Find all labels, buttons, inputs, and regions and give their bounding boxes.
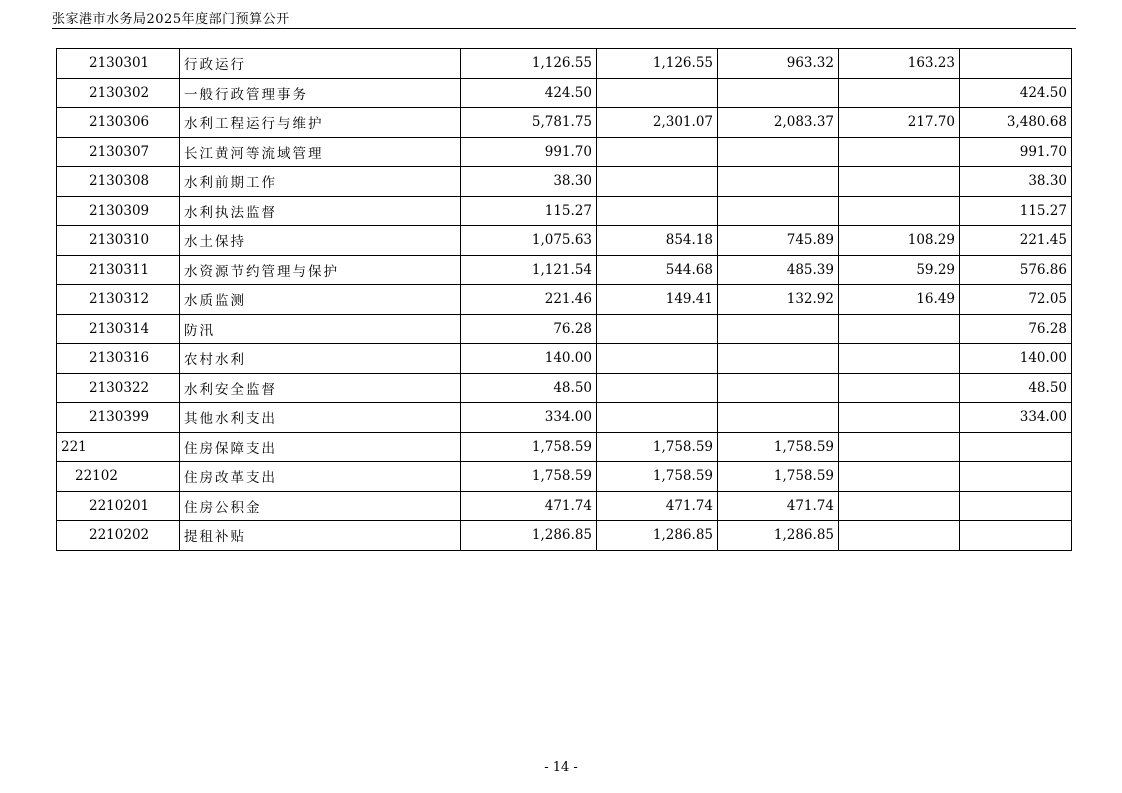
table-row	[57, 49, 1072, 79]
cell-total: 1,121.54	[461, 255, 597, 285]
cell-function-code: 2130311	[57, 255, 180, 285]
cell-project-expenditure: 424.50	[960, 78, 1072, 108]
cell-public-expenditure	[839, 373, 960, 403]
table-row	[57, 255, 1072, 285]
cell-function-code: 2130314	[57, 314, 180, 344]
cell-function-name: 水质监测	[180, 285, 461, 315]
cell-project-expenditure: 221.45	[960, 226, 1072, 256]
table-row	[57, 432, 1072, 462]
cell-basic-expenditure	[597, 373, 718, 403]
cell-function-name: 水利执法监督	[180, 196, 461, 226]
table-row	[57, 373, 1072, 403]
cell-function-code: 2130322	[57, 373, 180, 403]
table-row	[57, 137, 1072, 167]
cell-basic-expenditure: 1,758.59	[597, 462, 718, 492]
cell-personnel-expenditure: 132.92	[718, 285, 839, 315]
cell-personnel-expenditure	[718, 373, 839, 403]
cell-function-name: 水资源节约管理与保护	[180, 255, 461, 285]
cell-total: 424.50	[461, 78, 597, 108]
cell-personnel-expenditure: 485.39	[718, 255, 839, 285]
cell-basic-expenditure: 149.41	[597, 285, 718, 315]
cell-basic-expenditure: 1,286.85	[597, 521, 718, 551]
cell-basic-expenditure	[597, 403, 718, 433]
cell-function-code: 2130312	[57, 285, 180, 315]
cell-personnel-expenditure: 1,286.85	[718, 521, 839, 551]
cell-function-name: 住房改革支出	[180, 462, 461, 492]
cell-public-expenditure	[839, 462, 960, 492]
cell-project-expenditure	[960, 491, 1072, 521]
cell-function-code: 2130310	[57, 226, 180, 256]
cell-basic-expenditure	[597, 78, 718, 108]
cell-function-code: 2130399	[57, 403, 180, 433]
cell-function-name: 水土保持	[180, 226, 461, 256]
cell-personnel-expenditure: 471.74	[718, 491, 839, 521]
cell-function-name: 行政运行	[180, 49, 461, 79]
cell-personnel-expenditure: 1,758.59	[718, 462, 839, 492]
cell-public-expenditure	[839, 167, 960, 197]
cell-project-expenditure: 48.50	[960, 373, 1072, 403]
cell-total: 334.00	[461, 403, 597, 433]
cell-public-expenditure	[839, 521, 960, 551]
cell-basic-expenditure: 854.18	[597, 226, 718, 256]
cell-total: 471.74	[461, 491, 597, 521]
table-row	[57, 167, 1072, 197]
cell-function-code: 2130302	[57, 78, 180, 108]
cell-function-code: 2130309	[57, 196, 180, 226]
cell-personnel-expenditure	[718, 403, 839, 433]
cell-project-expenditure: 3,480.68	[960, 108, 1072, 138]
cell-project-expenditure	[960, 462, 1072, 492]
cell-personnel-expenditure: 963.32	[718, 49, 839, 79]
cell-project-expenditure: 334.00	[960, 403, 1072, 433]
table-row	[57, 344, 1072, 374]
cell-total: 1,286.85	[461, 521, 597, 551]
cell-function-name: 住房保障支出	[180, 432, 461, 462]
cell-basic-expenditure	[597, 196, 718, 226]
cell-basic-expenditure	[597, 314, 718, 344]
cell-public-expenditure: 16.49	[839, 285, 960, 315]
cell-total: 1,758.59	[461, 432, 597, 462]
table-row	[57, 403, 1072, 433]
table-row	[57, 196, 1072, 226]
cell-function-code: 2130308	[57, 167, 180, 197]
cell-function-code: 221	[57, 432, 180, 462]
cell-public-expenditure: 217.70	[839, 108, 960, 138]
cell-function-name: 防汛	[180, 314, 461, 344]
cell-total: 140.00	[461, 344, 597, 374]
cell-function-name: 水利安全监督	[180, 373, 461, 403]
cell-project-expenditure: 991.70	[960, 137, 1072, 167]
cell-public-expenditure	[839, 196, 960, 226]
cell-project-expenditure: 76.28	[960, 314, 1072, 344]
table-row	[57, 108, 1072, 138]
cell-personnel-expenditure	[718, 167, 839, 197]
cell-project-expenditure: 576.86	[960, 255, 1072, 285]
table-row	[57, 78, 1072, 108]
cell-function-code: 22102	[57, 462, 180, 492]
cell-function-name: 农村水利	[180, 344, 461, 374]
cell-basic-expenditure	[597, 137, 718, 167]
cell-basic-expenditure: 544.68	[597, 255, 718, 285]
cell-function-code: 2130306	[57, 108, 180, 138]
cell-public-expenditure	[839, 344, 960, 374]
cell-function-name: 水利前期工作	[180, 167, 461, 197]
cell-personnel-expenditure: 2,083.37	[718, 108, 839, 138]
cell-function-code: 2130316	[57, 344, 180, 374]
table-row	[57, 314, 1072, 344]
cell-personnel-expenditure	[718, 344, 839, 374]
cell-function-code: 2130307	[57, 137, 180, 167]
cell-public-expenditure	[839, 314, 960, 344]
cell-total: 115.27	[461, 196, 597, 226]
cell-project-expenditure: 38.30	[960, 167, 1072, 197]
cell-function-name: 一般行政管理事务	[180, 78, 461, 108]
budget-table	[56, 48, 1072, 551]
cell-total: 38.30	[461, 167, 597, 197]
cell-personnel-expenditure	[718, 137, 839, 167]
cell-project-expenditure	[960, 49, 1072, 79]
cell-total: 1,758.59	[461, 462, 597, 492]
cell-basic-expenditure: 1,758.59	[597, 432, 718, 462]
cell-public-expenditure	[839, 491, 960, 521]
table-row	[57, 521, 1072, 551]
cell-function-name: 提租补贴	[180, 521, 461, 551]
cell-function-name: 其他水利支出	[180, 403, 461, 433]
page-number: - 14 -	[544, 760, 578, 775]
table-row	[57, 462, 1072, 492]
cell-function-code: 2130301	[57, 49, 180, 79]
cell-public-expenditure: 108.29	[839, 226, 960, 256]
cell-project-expenditure: 72.05	[960, 285, 1072, 315]
cell-basic-expenditure	[597, 167, 718, 197]
cell-project-expenditure: 140.00	[960, 344, 1072, 374]
cell-total: 76.28	[461, 314, 597, 344]
cell-personnel-expenditure: 745.89	[718, 226, 839, 256]
budget-table-body	[57, 49, 1072, 551]
cell-total: 1,075.63	[461, 226, 597, 256]
cell-public-expenditure	[839, 403, 960, 433]
cell-public-expenditure	[839, 432, 960, 462]
cell-total: 5,781.75	[461, 108, 597, 138]
cell-personnel-expenditure	[718, 314, 839, 344]
cell-public-expenditure	[839, 137, 960, 167]
cell-total: 221.46	[461, 285, 597, 315]
cell-function-code: 2210201	[57, 491, 180, 521]
header-divider	[52, 28, 1076, 29]
document-header-title: 张家港市水务局2025年度部门预算公开	[52, 12, 290, 27]
cell-personnel-expenditure	[718, 78, 839, 108]
cell-basic-expenditure	[597, 344, 718, 374]
cell-function-code: 2210202	[57, 521, 180, 551]
cell-public-expenditure	[839, 78, 960, 108]
cell-public-expenditure: 59.29	[839, 255, 960, 285]
table-row	[57, 226, 1072, 256]
cell-total: 1,126.55	[461, 49, 597, 79]
cell-project-expenditure: 115.27	[960, 196, 1072, 226]
cell-basic-expenditure: 471.74	[597, 491, 718, 521]
cell-total: 48.50	[461, 373, 597, 403]
cell-project-expenditure	[960, 432, 1072, 462]
cell-personnel-expenditure: 1,758.59	[718, 432, 839, 462]
cell-function-name: 住房公积金	[180, 491, 461, 521]
cell-public-expenditure: 163.23	[839, 49, 960, 79]
table-row	[57, 491, 1072, 521]
table-row	[57, 285, 1072, 315]
cell-project-expenditure	[960, 521, 1072, 551]
cell-basic-expenditure: 1,126.55	[597, 49, 718, 79]
cell-function-name: 长江黄河等流域管理	[180, 137, 461, 167]
cell-basic-expenditure: 2,301.07	[597, 108, 718, 138]
cell-total: 991.70	[461, 137, 597, 167]
cell-function-name: 水利工程运行与维护	[180, 108, 461, 138]
cell-personnel-expenditure	[718, 196, 839, 226]
